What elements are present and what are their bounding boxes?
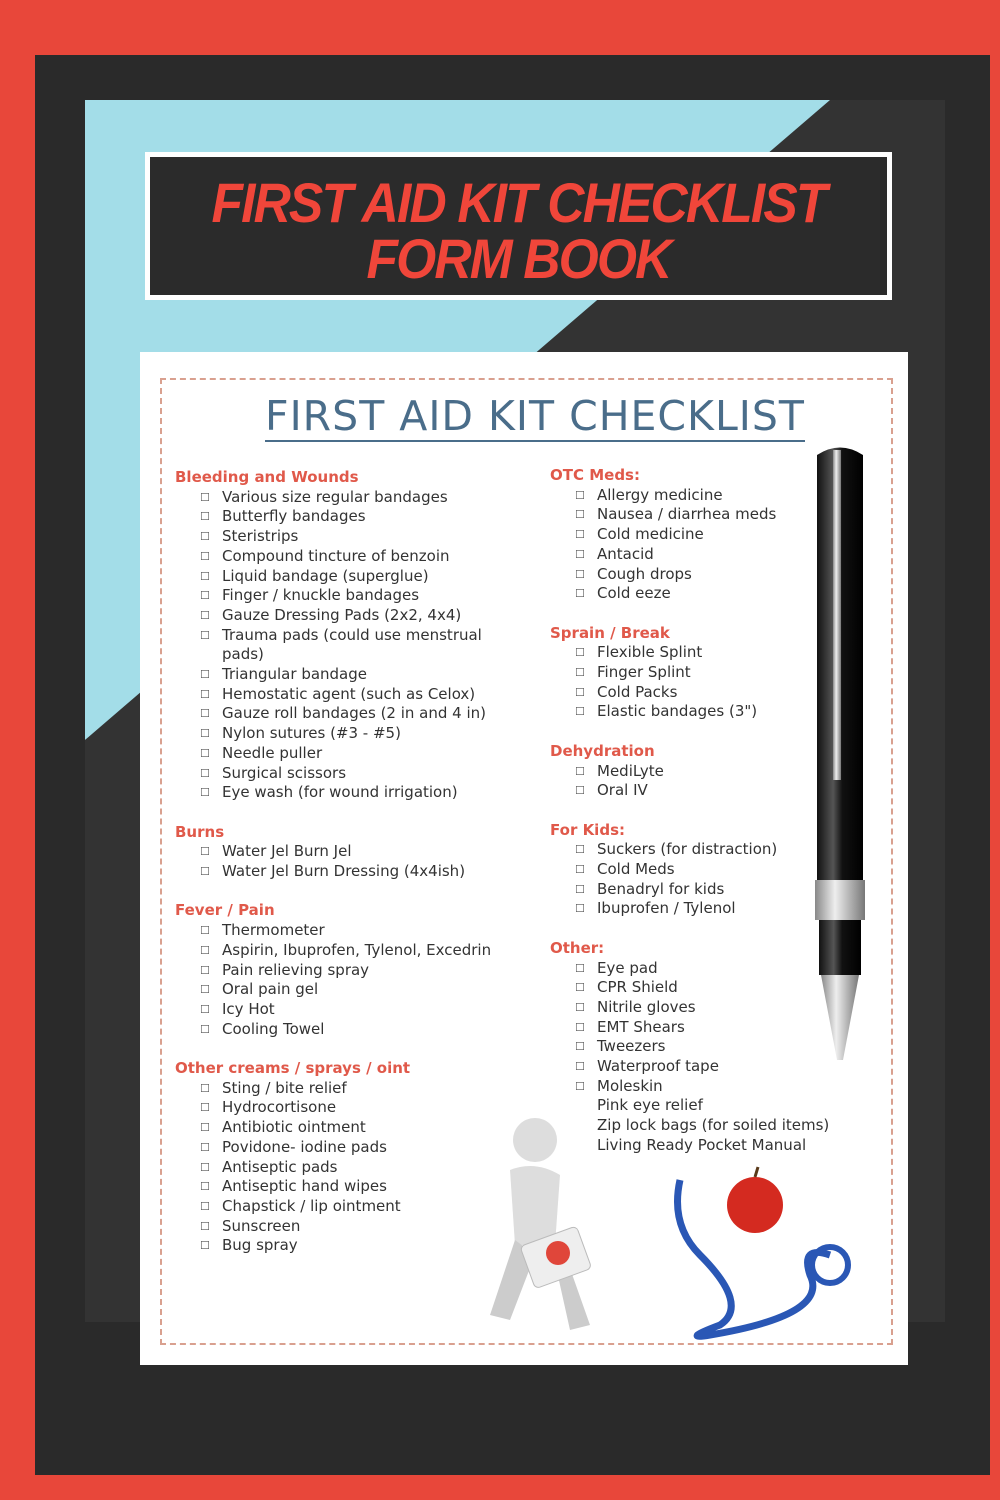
checkbox-icon[interactable]: ☐ xyxy=(575,1020,585,1034)
item-label: Icy Hot xyxy=(222,999,275,1018)
checkbox-icon[interactable]: ☐ xyxy=(575,488,585,502)
item-label: Aspirin, Ibuprofen, Tylenol, Excedrin xyxy=(222,940,492,959)
checklist-item[interactable] xyxy=(175,547,515,567)
checklist-item[interactable] xyxy=(175,1000,515,1020)
checkbox-icon[interactable]: ☐ xyxy=(575,764,585,778)
checklist-item[interactable] xyxy=(175,744,515,764)
checkbox-icon[interactable]: ☐ xyxy=(200,589,210,603)
checklist-section xyxy=(175,823,515,882)
checklist-section xyxy=(550,742,840,801)
item-label: Elastic bandages (3") xyxy=(597,702,758,721)
checkbox-icon[interactable]: ☐ xyxy=(200,687,210,701)
item-label: Steristrips xyxy=(222,527,299,546)
cover-title-line2: FORM BOOK xyxy=(366,227,671,290)
checkbox-icon[interactable]: ☐ xyxy=(575,567,585,581)
checkbox-icon[interactable]: ☐ xyxy=(575,882,585,896)
checkbox-icon[interactable]: ☐ xyxy=(200,1199,210,1213)
checkbox-icon[interactable]: ☐ xyxy=(575,1079,585,1093)
checkbox-icon[interactable]: ☐ xyxy=(200,628,210,642)
item-label: Suckers (for distraction) xyxy=(597,840,778,859)
right-column xyxy=(550,466,840,1175)
checkbox-icon[interactable]: ☐ xyxy=(200,510,210,524)
checkbox-icon[interactable]: ☐ xyxy=(200,1219,210,1233)
item-label: Needle puller xyxy=(222,743,323,762)
item-label: Butterfly bandages xyxy=(222,507,366,526)
checkbox-icon[interactable]: ☐ xyxy=(200,865,210,879)
item-label: Thermometer xyxy=(222,921,325,940)
checklist-item[interactable] xyxy=(550,860,840,880)
item-label: Antacid xyxy=(597,544,654,563)
item-label: Hemostatic agent (such as Celox) xyxy=(222,684,476,703)
checklist-item[interactable] xyxy=(550,545,840,565)
checkbox-icon[interactable]: ☐ xyxy=(575,646,585,660)
checkbox-icon[interactable]: ☐ xyxy=(200,943,210,957)
checklist-extra-item: Living Ready Pocket Manual xyxy=(597,1135,807,1154)
item-label: Gauze Dressing Pads (2x2, 4x4) xyxy=(222,605,462,624)
checklist-item[interactable] xyxy=(550,880,840,900)
checklist-item[interactable] xyxy=(175,980,515,1000)
checklist-item[interactable] xyxy=(550,505,840,525)
checklist-item[interactable] xyxy=(175,507,515,527)
checklist-section xyxy=(175,468,515,803)
item-label: Hydrocortisone xyxy=(222,1098,337,1117)
checkbox-icon[interactable]: ☐ xyxy=(575,1060,585,1074)
section-heading: Other: xyxy=(550,938,605,957)
checklist-item[interactable] xyxy=(550,899,840,919)
checkbox-icon[interactable]: ☐ xyxy=(200,1160,210,1174)
section-heading: OTC Meds: xyxy=(550,466,640,484)
item-label: Flexible Splint xyxy=(597,643,703,662)
checkbox-icon[interactable]: ☐ xyxy=(200,766,210,780)
checklist-item[interactable] xyxy=(550,998,840,1018)
checklist-item[interactable] xyxy=(550,840,840,860)
section-heading: Sprain / Break xyxy=(550,623,670,642)
item-label: Sunscreen xyxy=(222,1216,301,1235)
item-label: Surgical scissors xyxy=(222,763,347,782)
checklist-item[interactable] xyxy=(550,1037,840,1057)
item-label: Liquid bandage (superglue) xyxy=(222,566,429,585)
checkbox-icon[interactable]: ☐ xyxy=(200,569,210,583)
checklist-item[interactable] xyxy=(175,961,515,981)
checkbox-icon[interactable]: ☐ xyxy=(200,549,210,563)
item-label: Waterproof tape xyxy=(597,1057,719,1076)
checkbox-icon[interactable]: ☐ xyxy=(575,666,585,680)
item-label: Ibuprofen / Tylenol xyxy=(597,899,736,918)
checklist-section xyxy=(550,466,840,604)
checkbox-icon[interactable]: ☐ xyxy=(575,981,585,995)
checklist-title: FIRST AID KIT CHECKLIST xyxy=(265,392,805,440)
checkbox-icon[interactable]: ☐ xyxy=(200,1239,210,1253)
checkbox-icon[interactable]: ☐ xyxy=(575,863,585,877)
person-carrying-first-aid-kit-illustration xyxy=(450,1115,600,1345)
checklist-item[interactable] xyxy=(550,959,840,979)
checkbox-icon[interactable]: ☐ xyxy=(200,983,210,997)
item-label: Water Jel Burn Jel xyxy=(222,842,352,861)
checklist-section xyxy=(550,624,840,723)
checkbox-icon[interactable]: ☐ xyxy=(200,963,210,977)
item-label: Oral pain gel xyxy=(222,980,319,999)
cover-title-box xyxy=(145,152,892,300)
checklist-item[interactable] xyxy=(175,586,515,606)
item-label: Cold eeze xyxy=(597,584,671,603)
item-label: MediLyte xyxy=(597,761,664,780)
checkbox-icon[interactable]: ☐ xyxy=(575,547,585,561)
item-label: Various size regular bandages xyxy=(222,487,448,506)
checklist-section xyxy=(550,821,840,920)
checklist-item[interactable] xyxy=(550,525,840,545)
item-label: Compound tincture of benzoin xyxy=(222,546,450,565)
checkbox-icon[interactable]: ☐ xyxy=(200,1140,210,1154)
checklist-item[interactable] xyxy=(550,702,840,722)
item-label: Water Jel Burn Dressing (4x4ish) xyxy=(222,862,466,881)
item-label: Benadryl for kids xyxy=(597,879,725,898)
checkbox-icon[interactable]: ☐ xyxy=(575,1000,585,1014)
checklist-item[interactable] xyxy=(175,941,515,961)
checklist-item[interactable] xyxy=(175,704,515,724)
item-label: Allergy medicine xyxy=(597,485,723,504)
cover-title-line1: FIRST AID KIT CHECKLIST xyxy=(211,171,826,234)
checkbox-icon[interactable]: ☐ xyxy=(200,707,210,721)
item-label: Cold Meds xyxy=(597,860,675,879)
checklist-item[interactable] xyxy=(175,862,515,882)
checkbox-icon[interactable]: ☐ xyxy=(200,1101,210,1115)
item-label: Gauze roll bandages (2 in and 4 in) xyxy=(222,704,487,723)
checkbox-icon[interactable]: ☐ xyxy=(200,924,210,938)
item-label: Oral IV xyxy=(597,781,648,800)
item-label: Sting / bite relief xyxy=(222,1078,347,1097)
checklist-item[interactable] xyxy=(175,567,515,587)
item-label: Trauma pads (could use menstrual pads) xyxy=(222,625,482,664)
item-label: Finger / knuckle bandages xyxy=(222,586,420,605)
checklist-item[interactable] xyxy=(550,565,840,585)
item-label: Finger Splint xyxy=(597,663,691,682)
fountain-pen-illustration xyxy=(805,440,875,1065)
item-label: Triangular bandage xyxy=(222,665,367,684)
checkbox-icon[interactable]: ☐ xyxy=(575,508,585,522)
checkbox-icon[interactable]: ☐ xyxy=(200,1081,210,1095)
checklist-item[interactable] xyxy=(550,1057,840,1077)
item-label: Chapstick / lip ointment xyxy=(222,1196,401,1215)
item-label: Eye pad xyxy=(597,958,658,977)
checkbox-icon[interactable]: ☐ xyxy=(575,587,585,601)
checkbox-icon[interactable]: ☐ xyxy=(200,1121,210,1135)
checkbox-icon[interactable]: ☐ xyxy=(200,608,210,622)
item-label: Tweezers xyxy=(597,1037,666,1056)
checklist-item[interactable] xyxy=(175,724,515,744)
checklist-item[interactable] xyxy=(175,527,515,547)
checklist-item[interactable] xyxy=(175,921,515,941)
checklist-section xyxy=(175,901,515,1039)
section-heading: For Kids: xyxy=(550,820,625,839)
item-label: Cooling Towel xyxy=(222,1019,325,1038)
checklist-item[interactable] xyxy=(175,1020,515,1040)
section-heading: Burns xyxy=(175,822,225,841)
checklist-item[interactable] xyxy=(175,685,515,705)
section-heading: Fever / Pain xyxy=(175,901,275,920)
checkbox-icon[interactable]: ☐ xyxy=(575,843,585,857)
item-label: Antiseptic hand wipes xyxy=(222,1177,387,1196)
checkbox-icon[interactable]: ☐ xyxy=(575,902,585,916)
checklist-item[interactable] xyxy=(550,643,840,663)
item-label: Nylon sutures (#3 - #5) xyxy=(222,724,401,743)
checklist-item[interactable] xyxy=(550,762,840,782)
item-label: EMT Shears xyxy=(597,1017,685,1036)
item-label: Eye wash (for wound irrigation) xyxy=(222,783,458,802)
checkbox-icon[interactable]: ☐ xyxy=(200,1180,210,1194)
checkbox-icon[interactable]: ☐ xyxy=(200,746,210,760)
checkbox-icon[interactable]: ☐ xyxy=(200,845,210,859)
section-heading: Other creams / sprays / oint xyxy=(175,1059,411,1078)
item-label: Antibiotic ointment xyxy=(222,1118,366,1137)
checkbox-icon[interactable]: ☐ xyxy=(575,528,585,542)
checklist-item[interactable] xyxy=(175,764,515,784)
item-label: Moleskin xyxy=(597,1076,663,1095)
item-label: Cold Packs xyxy=(597,682,678,701)
checkbox-icon[interactable]: ☐ xyxy=(575,961,585,975)
checklist-item[interactable] xyxy=(550,663,840,683)
checklist-item[interactable] xyxy=(550,1018,840,1038)
item-label: Cold medicine xyxy=(597,525,704,544)
checkbox-icon[interactable]: ☐ xyxy=(575,705,585,719)
item-label: Pain relieving spray xyxy=(222,960,370,979)
checkbox-icon[interactable]: ☐ xyxy=(200,668,210,682)
item-label: Antiseptic pads xyxy=(222,1157,338,1176)
item-label: Nausea / diarrhea meds xyxy=(597,505,777,524)
checklist-item[interactable] xyxy=(175,842,515,862)
checklist-extra-item: Zip lock bags (for soiled items) xyxy=(597,1116,830,1135)
checklist-item[interactable] xyxy=(175,626,515,665)
checkbox-icon[interactable]: ☐ xyxy=(200,530,210,544)
item-label: Nitrile gloves xyxy=(597,997,696,1016)
checklist-item[interactable] xyxy=(175,606,515,626)
checkbox-icon[interactable]: ☐ xyxy=(200,786,210,800)
item-label: Cough drops xyxy=(597,564,692,583)
checkbox-icon[interactable]: ☐ xyxy=(200,727,210,741)
checklist-item[interactable] xyxy=(550,978,840,998)
item-label: Povidone- iodine pads xyxy=(222,1137,387,1156)
checkbox-icon[interactable]: ☐ xyxy=(575,784,585,798)
checklist-item[interactable] xyxy=(550,584,840,604)
checklist-item[interactable] xyxy=(175,1079,515,1099)
checklist-extra-item: Pink eye relief xyxy=(597,1096,703,1115)
checklist-item[interactable] xyxy=(175,488,515,508)
checkbox-icon[interactable]: ☐ xyxy=(200,1022,210,1036)
checkbox-icon[interactable]: ☐ xyxy=(575,1040,585,1054)
checkbox-icon[interactable]: ☐ xyxy=(575,685,585,699)
checklist-item[interactable] xyxy=(550,683,840,703)
checkbox-icon[interactable]: ☐ xyxy=(200,1002,210,1016)
checklist-item[interactable] xyxy=(175,665,515,685)
section-heading: Dehydration xyxy=(550,741,655,760)
checklist-item[interactable] xyxy=(550,781,840,801)
section-heading: Bleeding and Wounds xyxy=(175,468,359,486)
stethoscope-and-apple-illustration xyxy=(660,1165,860,1340)
checklist-item[interactable] xyxy=(550,486,840,506)
checkbox-icon[interactable]: ☐ xyxy=(200,490,210,504)
checklist-item[interactable] xyxy=(175,783,515,803)
checklist-item[interactable] xyxy=(550,1077,840,1097)
item-label: CPR Shield xyxy=(597,978,678,997)
item-label: Bug spray xyxy=(222,1236,298,1255)
